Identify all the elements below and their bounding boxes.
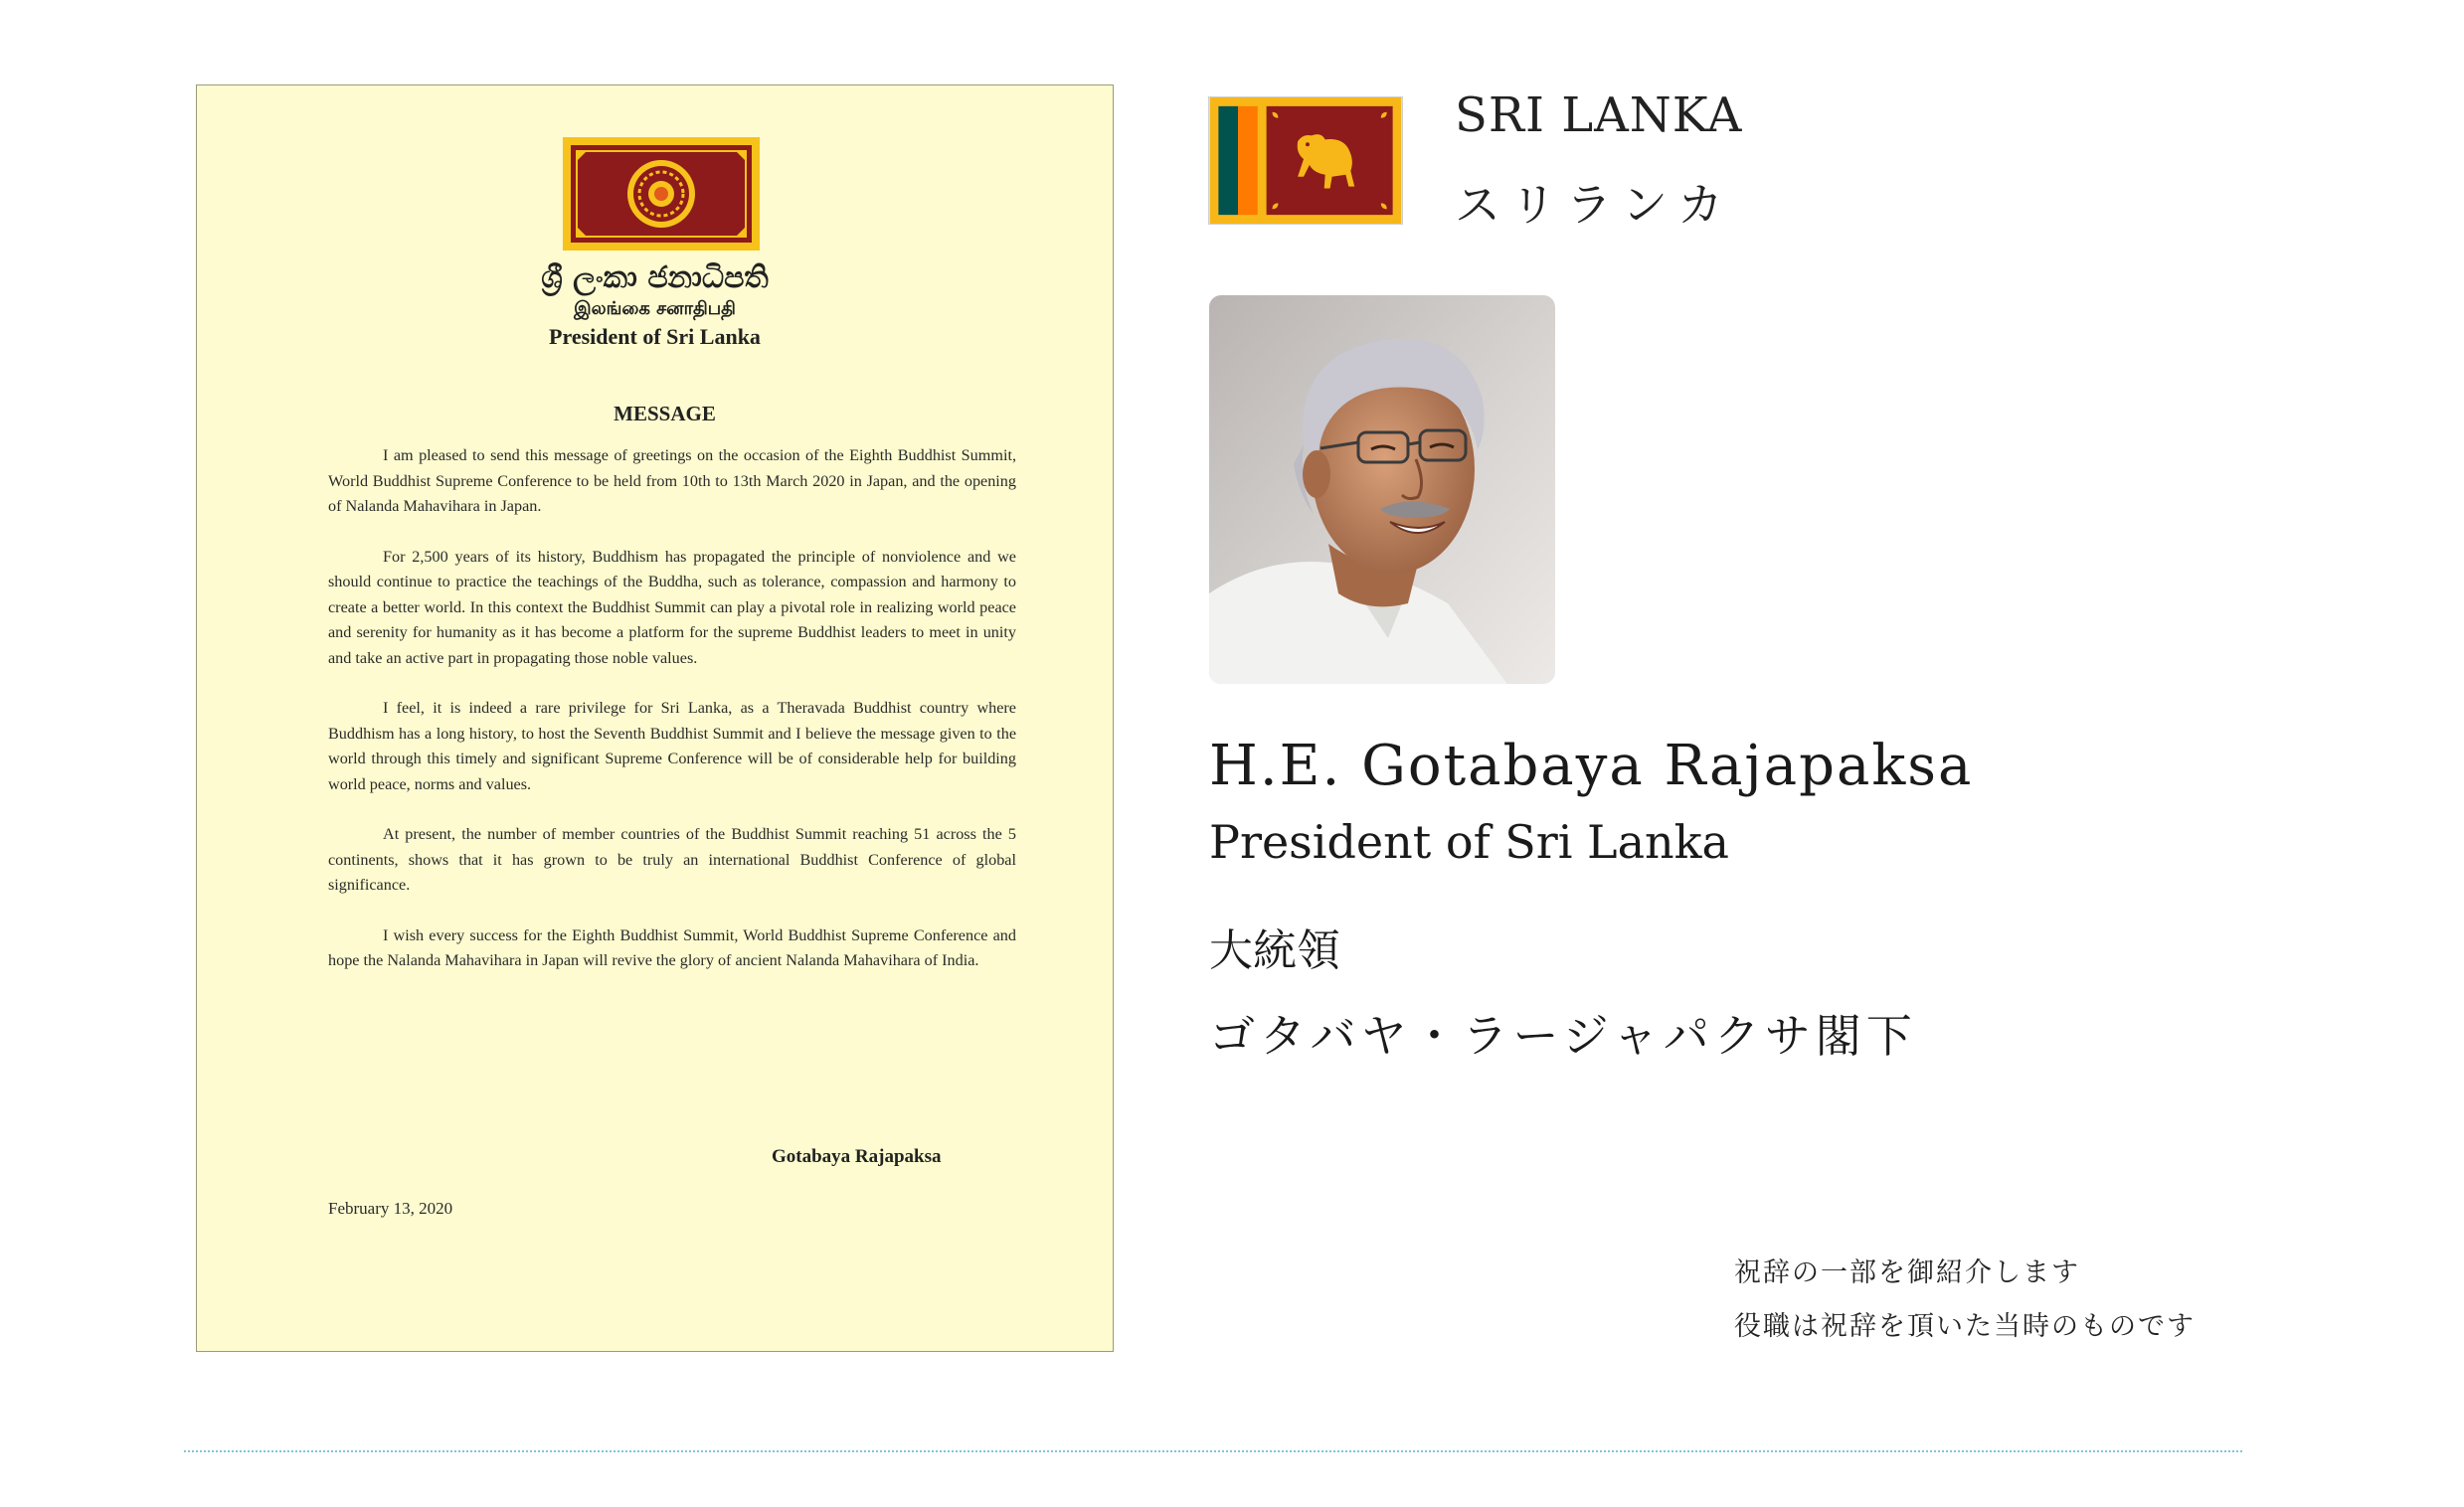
sri-lanka-flag-icon: [1208, 96, 1403, 225]
message-paragraph: I am pleased to send this message of greetings on the occasion of the Eighth Buddhist Summit, World Buddhist Supreme Conference to be held from 10th to 13th March 2020 in Japan, and the opening of Nalanda Mahavihara in Japan.: [328, 446, 1016, 515]
presidential-flag-icon: [563, 137, 760, 251]
person-title-ja: 大統領: [1209, 925, 1340, 976]
tamil-heading: இலங்கை சனாதிபதி: [574, 298, 736, 319]
message-heading: MESSAGE: [614, 402, 716, 425]
notes: [1734, 1247, 2196, 1354]
letter-date: February 13, 2020: [328, 1199, 453, 1218]
message-body: [328, 443, 1016, 999]
note-line: 役職は祝辞を頂いた当時のものです: [1734, 1311, 2196, 1342]
message-paragraph: I wish every success for the Eighth Buddhist Summit, World Buddhist Supreme Conference and hope the Nalanda Mahavihara in Japan will revive the glory of ancient Nalanda Mahavihara of India.: [328, 925, 1016, 969]
message-paragraph: For 2,500 years of its history, Buddhism has propagated the principle of nonviolence and we should continue to practice the teachings of the Buddha, such as tolerance, compassion and harmony to create a better world. In this context the Buddhist Summit can play a pivotal role in realizing world peace and serenity for humanity as it has become a platform for the supreme Buddhist leaders to meet in unity and take an active part in propagating those noble values.: [328, 547, 1016, 667]
portrait-photo: [1209, 295, 1555, 684]
person-name-en: H.E. Gotabaya Rajapaksa: [1209, 734, 1974, 798]
dotted-divider: [184, 1450, 2242, 1452]
country-name-en: SRI LANKA: [1455, 87, 1743, 143]
message-paragraph: I feel, it is indeed a rare privilege for Sri Lanka, as a Theravada Buddhist country where Buddhism has a long history, to host the Seventh Buddhist Summit and I believe the message given to the world through this timely and significant Supreme Conference will be of considerable help for building world peace, norms and values.: [328, 699, 1016, 793]
person-title-en: President of Sri Lanka: [1209, 815, 1729, 869]
letter-signature: Gotabaya Rajapaksa: [772, 1146, 942, 1167]
country-name-ja: スリランカ: [1455, 178, 1733, 232]
message-paragraph: At present, the number of member countries of the Buddhist Summit reaching 51 across the 5 continents, shows that it has grown to be truly an international Buddhist Conference of global significance.: [328, 825, 1016, 894]
sinhala-heading: ශ්‍රී ලංකා ජනාධිපති: [541, 260, 769, 295]
note-line: 祝辞の一部を御紹介します: [1734, 1257, 2080, 1288]
person-name-ja: ゴタバヤ・ラージャパクサ閣下: [1209, 1009, 1917, 1063]
letter-office-title: President of Sri Lanka: [549, 324, 761, 349]
message-letter: [196, 84, 1114, 1352]
